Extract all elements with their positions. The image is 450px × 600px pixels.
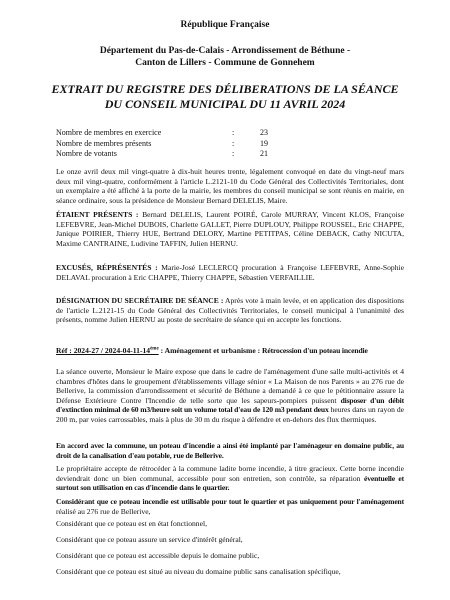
member-counts xyxy=(56,128,276,160)
republic-heading: République Française xyxy=(180,20,270,30)
count-label: Nombre de votants xyxy=(56,149,117,158)
body-p3-text: Le propriétaire accepte de rétrocéder à la commune ladite borne incendie, à titre gracieux. Cette borne incendie deviendrait donc un bien communal, accessible pour son entretien, son contrôle, sa réparation xyxy=(56,464,404,483)
count-label: Nombre de membres présents xyxy=(56,138,152,148)
reference-number xyxy=(56,346,159,355)
body-paragraph-1 xyxy=(56,367,404,425)
body-p4-bold: Considérant que ce poteau incendie est utilisable pour tout le quartier et pas uniquement pour l'aménagement xyxy=(56,497,404,506)
secretaire-text: Après vote à main levée, et en application des dispositions de l'article L.2121-15 du Code Général des Collectivités Territoriales, le conseil municipal à l'unanimité des présents, nomme Julien HERNU au poste de secrétaire de séance qui en accepte les fonctions. xyxy=(56,296,404,325)
reference-colon: : xyxy=(158,346,164,355)
body-p2-text: En accord avec la commune, un poteau d'incendie a ainsi été implanté par l'aménageur en domaine public, au droit de la canalisation d'eau potable, rue de Bellerive. xyxy=(56,441,404,460)
title-line-1: EXTRAIT DU REGISTRE DES DÉLIBERATIONS DE LA SÉANCE xyxy=(51,82,399,96)
presents-paragraph xyxy=(56,210,404,248)
count-row xyxy=(56,139,276,150)
body-paragraph-3 xyxy=(56,464,404,493)
secretaire-label: DÉSIGNATION DU SECRÉTAIRE DE SÉANCE : xyxy=(56,296,224,305)
count-separator: : xyxy=(232,138,235,148)
body-paragraph-2 xyxy=(56,441,404,460)
reference-line xyxy=(56,346,404,355)
presents-label: ÉTAIENT PRÉSENTS : xyxy=(56,210,139,219)
body-p1-bold: disposer d'un débit d'extinction minimal de 60 m3/heure soit un volume total d'eau de 120 m3 pendant deux xyxy=(56,395,404,415)
body-p1-end: heures dans un rayon de 200 m, par voies carrossables, mais à plus de 30 m du risque à défendre et en-dehors des flux thermiques. xyxy=(56,405,404,424)
count-label: Nombre de membres en exercice xyxy=(56,128,162,137)
considerant-2: Considérant que ce poteau assure un service d'intérêt général, xyxy=(56,535,243,544)
reference-prefix: Réf : 2024-27 / 2024-04-11-14 xyxy=(56,346,151,355)
count-separator: : xyxy=(232,149,235,158)
department-heading xyxy=(60,45,390,69)
subject-prefix: Aménagement et urbanisme : xyxy=(163,346,263,355)
count-value: 21 xyxy=(260,149,268,158)
excuses-text: Marie-José LECLERCQ procuration à Françoise LEFEBVRE, Anne-Sophie DELAVAL procuration à Eric CHAPPE, Thierry CHAPPE, Sébastien VERFAILLIE. xyxy=(56,263,404,282)
count-value: 19 xyxy=(260,138,268,148)
secretaire-paragraph xyxy=(56,296,404,325)
body-p3-bold: éventuelle et surtout son utilisation en cas d'incendie dans le quartier. xyxy=(56,473,404,493)
count-value: 23 xyxy=(260,128,268,137)
subject-title: Rétrocession d'un poteau incendie xyxy=(262,346,368,355)
count-separator: : xyxy=(232,128,235,137)
title-line-2: DU CONSEIL MUNICIPAL DU 11 AVRIL 2024 xyxy=(104,97,346,111)
considerant-1: Considérant que ce poteau est en état fonctionnel, xyxy=(56,519,207,528)
considerant-4: Considérant que ce poteau est situé au niveau du domaine public sans canalisation spécifique, xyxy=(56,567,341,576)
reference-sup: ème xyxy=(150,346,159,352)
count-row xyxy=(56,128,276,139)
department-line-1: Département du Pas-de-Calais - Arrondissement de Béthune - xyxy=(99,46,351,56)
body-p4-end: réalisé au 276 rue de Bellerive, xyxy=(56,506,151,516)
considerant-3: Considérant que ce poteau est accessible depuis le domaine public, xyxy=(56,551,260,560)
excuses-label: EXCUSÉS, RÉPRÉSENTÉS : xyxy=(56,263,158,272)
excuses-paragraph xyxy=(56,263,404,282)
body-p1-text: La séance ouverte, Monsieur le Maire expose que dans le cadre de l'aménagement d'une salle multi-activités et 4 chambres d'hôtes dans le groupement d'établissements village sénior « La Maison de nos Parents » au 276 rue de Bellerive, la commission d'arrondissement et sécurité de Béthune a demandé à ce que le pétitionnaire assure la Défense Extérieure Contre l'Incendie de telle sorte que les sapeurs-pompiers puissent xyxy=(56,367,404,405)
department-line-2: Canton de Lillers - Commune de Gonnehem xyxy=(135,58,315,68)
document-title xyxy=(45,82,405,112)
presents-text: Bernard DELELIS, Laurent POIRÉ, Carole MURRAY, Vincent KLOS, Françoise LEFEBVRE, Jean-Michel DUBOIS, Charlette GALLET, Pierre DUPLOUY, Philippe ROUSSEL, Eric CHAPPE, Janique POIRIER, Thierry HUE, Bertrand DELORY, Martine PETITPAS, Céline DEBACK, Cathy NICUTA, Maxime CANTRAINE, Ludivine TAFFIN, Julien HERNU. xyxy=(56,210,404,248)
count-row xyxy=(56,149,276,160)
intro-paragraph: Le onze avril deux mil vingt-quatre à dix-huit heures trente, légalement convoqué en date du vingt-neuf mars deux mil vingt-quatre, conformément à l'article L.2121-10 du Code Général des Collectivités Territoriales, dont un exemplaire a été affiché à la porte de la mairie, les membres du conseil municipal se sont réunis en mairie, en séance ordinaire, sous la présidence de Monsieur Bernard DELELIS, Maire. xyxy=(56,167,404,205)
body-paragraph-4 xyxy=(56,497,404,516)
